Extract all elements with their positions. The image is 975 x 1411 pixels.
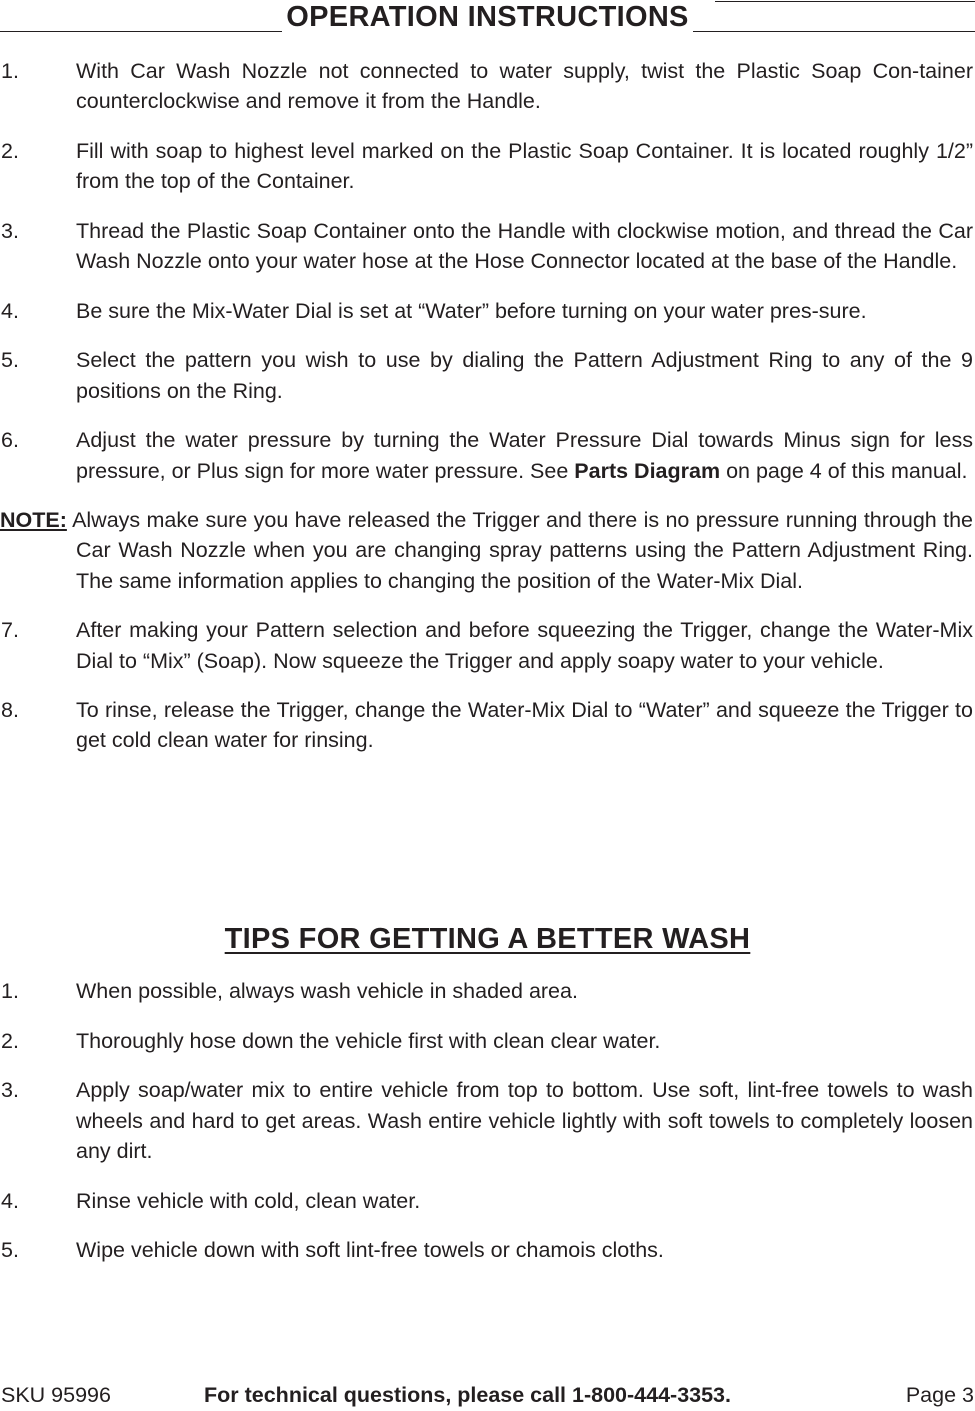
item-number: 6. — [1, 428, 19, 453]
item-number: 4. — [1, 298, 19, 323]
tips-heading: TIPS FOR GETTING A BETTER WASH — [224, 923, 751, 955]
list-item — [0, 296, 975, 326]
item-number: 1. — [1, 979, 19, 1003]
item-text: Fill with soap to highest level marked on the Plastic Soap Container. It is located roughly 1/2” from the top of the Container. — [76, 138, 973, 194]
item-number: 4. — [1, 1188, 19, 1213]
item-number: 5. — [1, 1238, 19, 1263]
item-text: Thoroughly hose down the vehicle first with clean clear water. — [76, 1028, 661, 1053]
item-text: Select the pattern you wish to use by dialing the Pattern Adjustment Ring to any of the 9 positions on the Ring. — [76, 348, 973, 403]
operation-instructions-heading: OPERATION INSTRUCTIONS — [282, 0, 692, 34]
item-number: 2. — [1, 138, 19, 163]
item-text: Wipe vehicle down with soft lint-free towels or chamois cloths. — [76, 1238, 664, 1263]
tips-list — [0, 976, 975, 1285]
page-footer — [0, 1380, 975, 1410]
list-item — [0, 56, 975, 116]
item-text: After making your Pattern selection and before squeezing the Trigger, change the Water-Mix Dial to “Mix” (Soap). Now squeeze the Trigger and apply soapy water to your vehicle. — [76, 618, 973, 673]
item-text: Rinse vehicle with cold, clean water. — [76, 1188, 421, 1213]
note-paragraph — [0, 505, 975, 596]
list-item — [0, 695, 975, 755]
footer-technical-support: For technical questions, please call 1-800-444-3353. — [204, 1383, 731, 1407]
list-item — [0, 615, 975, 675]
list-item — [0, 425, 975, 485]
item-number: 7. — [1, 618, 19, 643]
list-item — [0, 1075, 975, 1166]
item-number: 5. — [1, 348, 19, 373]
item-text: Apply soap/water mix to entire vehicle from top to bottom. Use soft, lint-free towels to wash wheels and hard to get areas. Wash entire vehicle lightly with soft towels to completely loosen any dirt. — [76, 1078, 973, 1163]
item-text: To rinse, release the Trigger, change the Water-Mix Dial to “Water” and squeeze the Trigger to get cold clean water for rinsing. — [76, 698, 973, 753]
item-text: Thread the Plastic Soap Container onto the Handle with clockwise motion, and thread the Car Wash Nozzle onto your water hose at the Hose Connector located at the base of the Handle. — [76, 218, 973, 274]
item-number: 1. — [1, 59, 19, 83]
note-label: NOTE: — [0, 508, 67, 533]
list-item — [0, 136, 975, 196]
list-item — [0, 345, 975, 405]
list-item — [0, 1026, 975, 1056]
operation-instructions-list — [0, 56, 975, 775]
tips-heading-wrap — [0, 922, 975, 956]
item-text-before: Adjust the water pressure by turning the Water Pressure Dial towards Minus sign for less pressure, or Plus sign for more water pressure. See — [76, 428, 973, 483]
item-text: Be sure the Mix-Water Dial is set at “Water” before turning on your water pres-sure. — [76, 298, 867, 323]
item-number: 2. — [1, 1028, 19, 1053]
item-text-after: on page 4 of this manual. — [720, 458, 968, 483]
list-item — [0, 1235, 975, 1265]
footer-sku: SKU 95996 — [1, 1383, 111, 1407]
list-item — [0, 216, 975, 276]
item-text: With Car Wash Nozzle not connected to water supply, twist the Plastic Soap Con-tainer counterclockwise and remove it from the Handle. — [76, 59, 973, 114]
note-text: Always make sure you have released the Trigger and there is no pressure running through the Car Wash Nozzle when you are changing spray patterns using the Pattern Adjustment Ring. The same information applies to changing the position of the Water-Mix Dial. — [66, 508, 973, 593]
item-number: 3. — [1, 218, 19, 243]
list-item — [0, 1186, 975, 1216]
item-number: 3. — [1, 1078, 19, 1103]
operation-heading-wrap — [0, 0, 975, 34]
parts-diagram-reference: Parts Diagram — [574, 458, 721, 483]
footer-page-number: Page 3 — [905, 1383, 974, 1407]
item-number: 8. — [1, 698, 19, 723]
list-item — [0, 976, 975, 1006]
item-text: When possible, always wash vehicle in shaded area. — [76, 979, 578, 1003]
